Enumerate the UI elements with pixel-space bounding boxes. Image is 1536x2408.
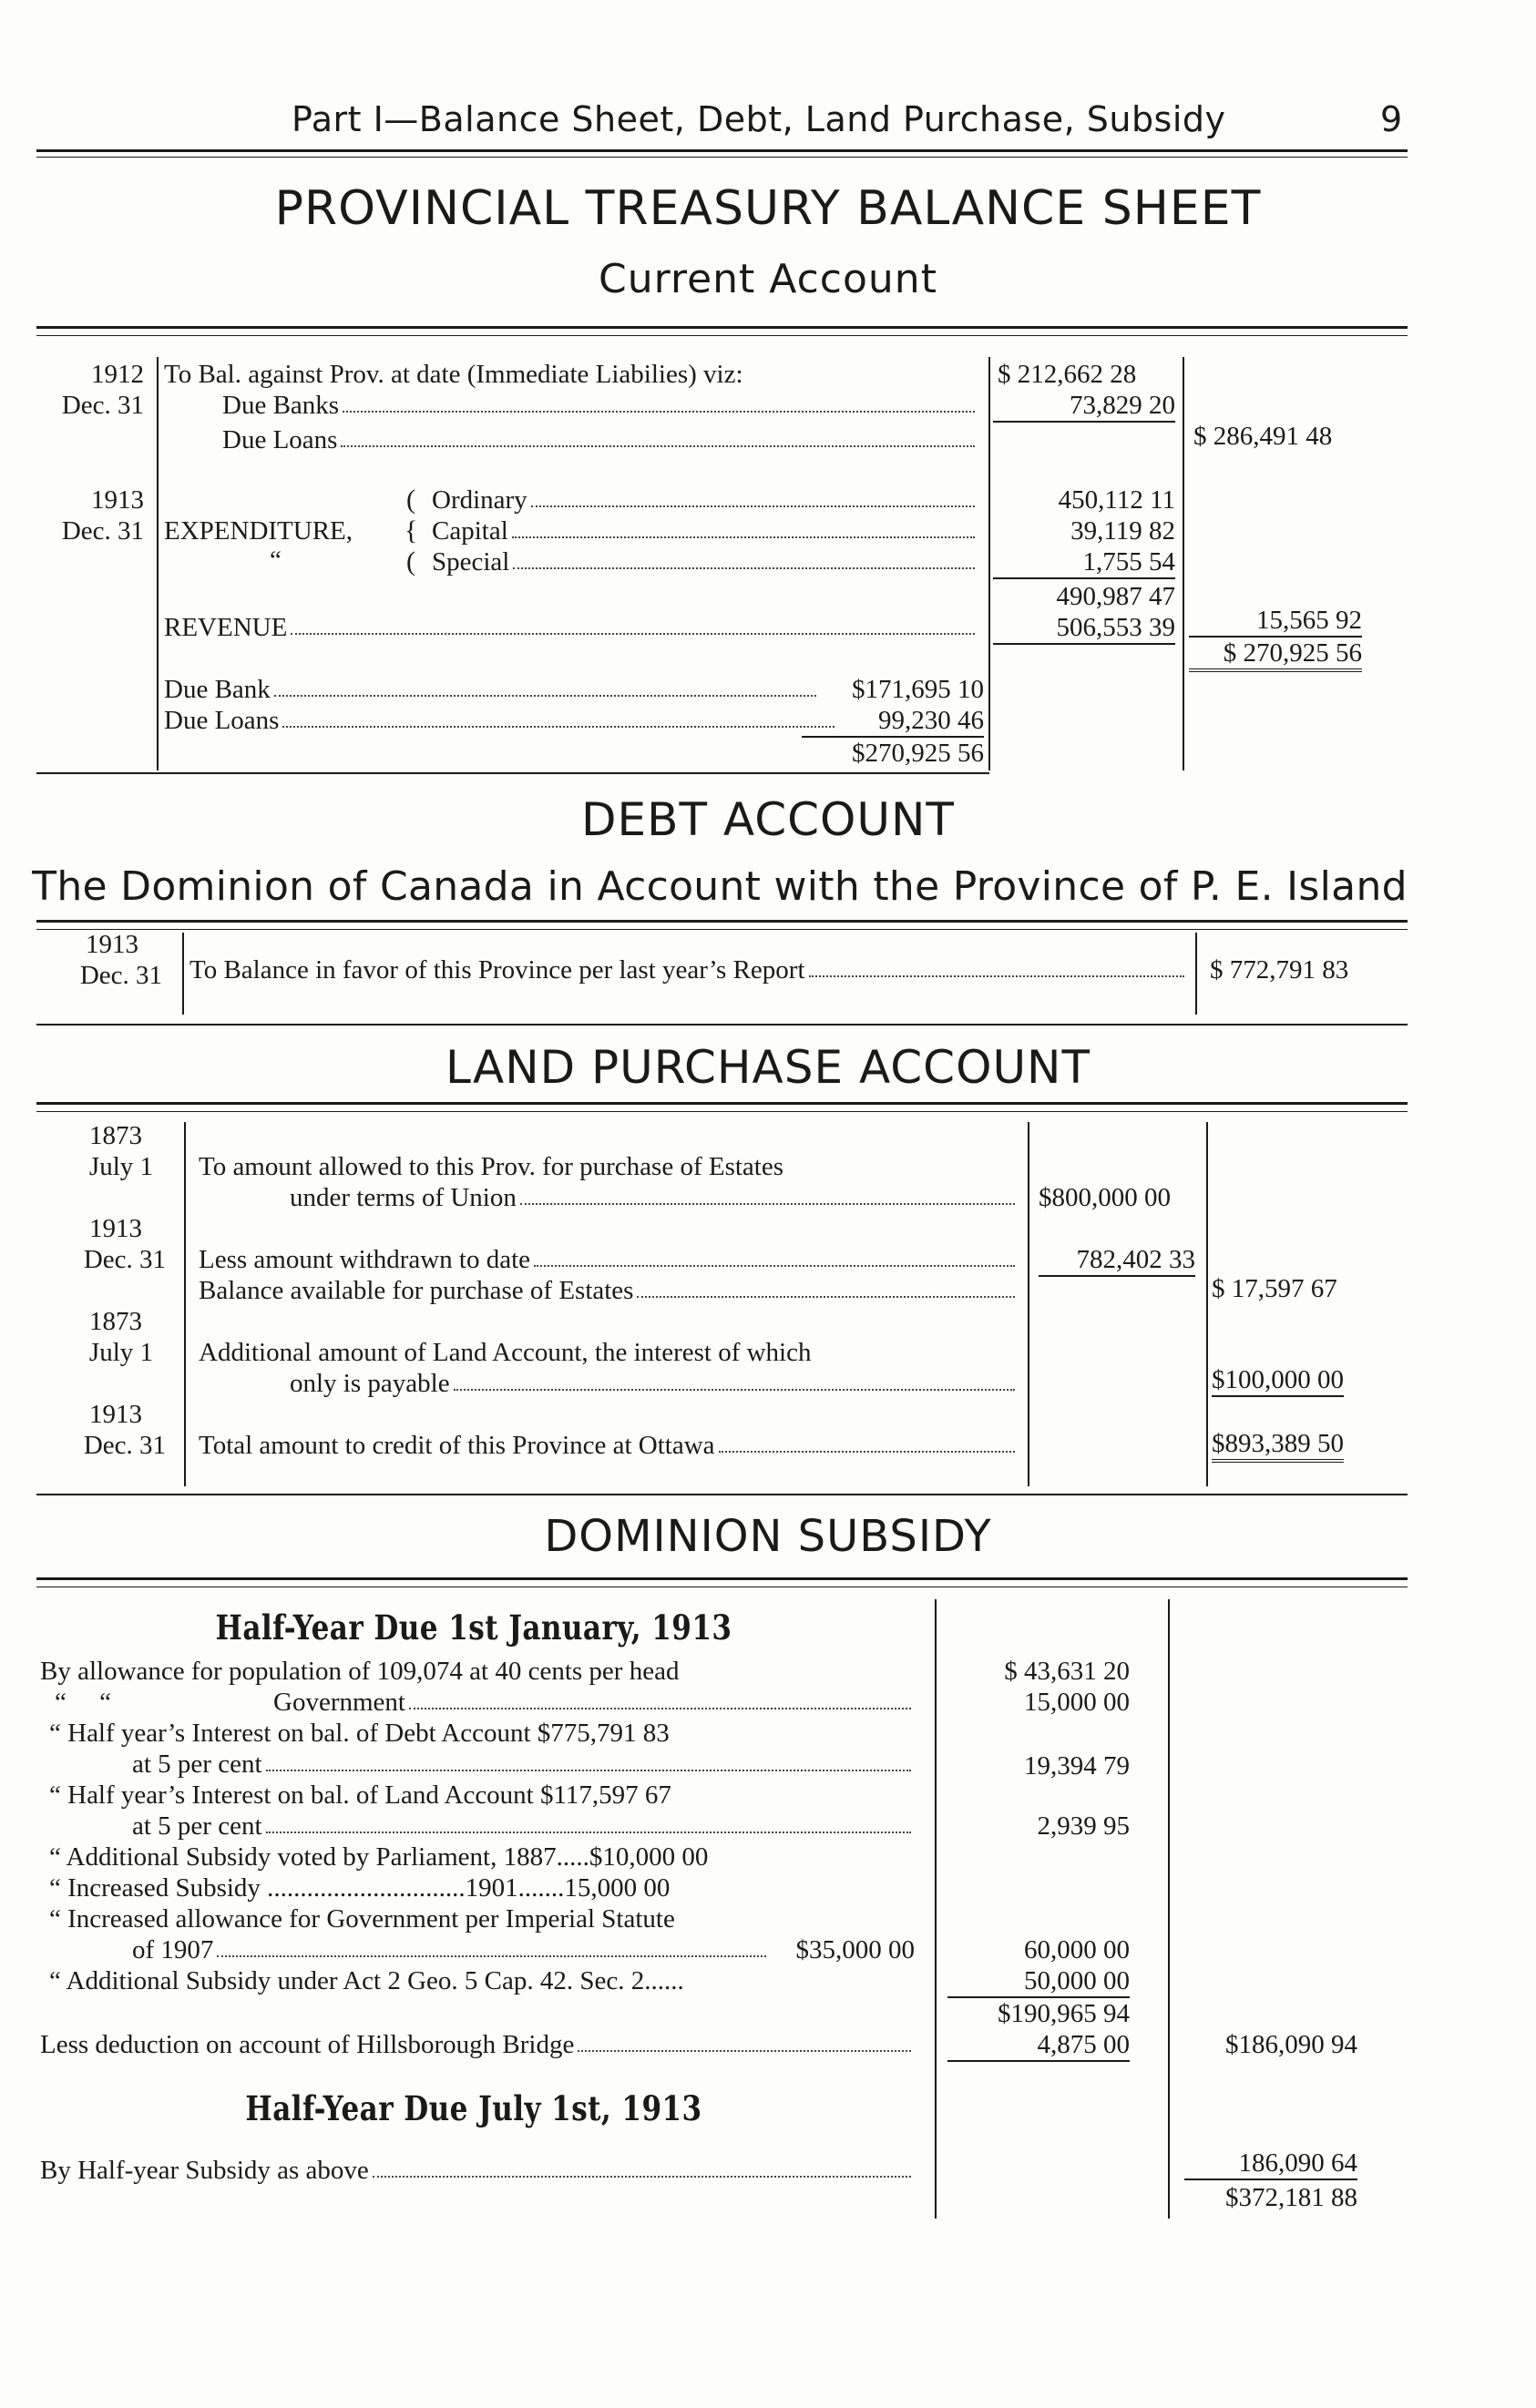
subsidy-row-7: “ Increased allowance for Government per Imperial Statute <box>49 1904 675 1934</box>
debt-date-rule <box>182 933 184 1015</box>
running-title: Part I—Balance Sheet, Debt, Land Purchase, Subsidy <box>292 99 1226 139</box>
land-value-3: $ 17,597 67 <box>1212 1274 1337 1303</box>
land-top-rule <box>36 1102 1408 1105</box>
treasury-col1-rule <box>988 357 990 770</box>
land-date-day: July 1 <box>88 1338 153 1367</box>
to-balance-value: $ 212,662 28 <box>998 360 1137 389</box>
due-loans-label: Due Loans <box>222 425 338 454</box>
land-value-2: 782,402 33 <box>1039 1244 1195 1277</box>
debt-text: To Balance in favor of this Province per last year’s Report <box>189 955 805 985</box>
land-line-4b <box>290 1368 1019 1399</box>
land-date-year: 1913 <box>89 1214 142 1243</box>
capital-value: 39,119 82 <box>1070 516 1175 546</box>
land-value-5: $893,389 50 <box>1212 1428 1344 1463</box>
land-bottom-rule <box>36 1494 1408 1495</box>
subsidy-deduction-value: 4,875 00 <box>947 2029 1130 2062</box>
land-date-year: 1873 <box>89 1121 142 1150</box>
subsidy-heading-2: Half-Year Due July 1st, 1913 <box>245 2088 702 2128</box>
treasury-title: PROVINCIAL TREASURY BALANCE SHEET <box>274 181 1262 236</box>
land-line-4b-label: only is payable <box>290 1369 450 1398</box>
due-sum-value: $270,925 56 <box>852 739 984 768</box>
subsidy-row-2 <box>273 1687 915 1718</box>
special-line <box>432 546 978 577</box>
due-bank-line <box>164 674 820 705</box>
revenue-line <box>164 612 978 643</box>
debt-top-rule <box>36 920 1408 923</box>
ordinary-label: Ordinary <box>432 485 527 515</box>
subsidy-row-6: “ Increased Subsidy ..............................1901.......15,000 00 <box>49 1873 671 1903</box>
subsidy-row-8: “ Additional Subsidy under Act 2 Geo. 5 Cap. 42. Sec. 2...... <box>49 1966 684 1995</box>
debt-line <box>189 954 1188 985</box>
debt-value-rule <box>1195 933 1197 1015</box>
due-loans2-line <box>164 705 838 736</box>
balance-value: $ 270,925 56 <box>1189 638 1362 672</box>
land-date-day: July 1 <box>88 1152 153 1181</box>
expenditure-total-value: 490,987 47 <box>1056 582 1175 611</box>
subsidy-row-3b-label: at 5 per cent <box>132 1750 262 1779</box>
subsidy-heading-1: Half-Year Due 1st January, 1913 <box>215 1607 732 1648</box>
debt-value: $ 772,791 83 <box>1210 955 1349 985</box>
special-value: 1,755 54 <box>993 546 1175 579</box>
land-date-year: 1913 <box>89 1400 142 1429</box>
due-banks-label: Due Banks <box>222 391 340 420</box>
to-balance-label: To Bal. against Prov. at date (Immediate Liabilies) viz: <box>164 360 743 389</box>
subsidy-value-3: 19,394 79 <box>1024 1751 1130 1780</box>
treasury-bottom-rule <box>36 772 989 774</box>
ordinary-value: 450,112 11 <box>1058 485 1175 515</box>
ordinary-line <box>432 485 978 515</box>
due-banks-line <box>222 390 978 421</box>
date-year: 1913 <box>91 485 144 515</box>
subsidy-row-9 <box>40 2155 915 2186</box>
subsidy-row-7-amount: $35,000 00 <box>795 1935 915 1964</box>
land-line-4: Additional amount of Land Account, the interest of which <box>199 1338 812 1367</box>
subsidy-value-7: 60,000 00 <box>1024 1935 1130 1964</box>
subsidy-title: DOMINION SUBSIDY <box>544 1511 992 1562</box>
debt-year: 1913 <box>86 930 138 959</box>
subsidy-top-rule <box>36 1577 1408 1580</box>
land-line-5-label: Total amount to credit of this Province at Ottawa <box>199 1431 715 1460</box>
land-col1-rule <box>1028 1122 1029 1486</box>
brace: { <box>404 515 418 546</box>
land-line-1: To amount allowed to this Prov. for purchase of Estates <box>199 1152 784 1181</box>
subsidy-net-value: $186,090 94 <box>1225 2030 1357 2059</box>
subsidy-value-8: 50,000 00 <box>947 1965 1130 1998</box>
subsidy-col1-rule <box>935 1599 937 2219</box>
total-liabilities-value: $ 286,491 48 <box>1193 422 1333 451</box>
due-loans2-label: Due Loans <box>164 706 280 735</box>
subsidy-deduction-line <box>40 2029 915 2060</box>
land-line-3 <box>199 1275 1019 1306</box>
subsidy-value-9: 186,090 64 <box>1184 2148 1357 2180</box>
land-value-1: $800,000 00 <box>1039 1183 1171 1212</box>
date-year: 1912 <box>91 360 144 389</box>
subsidy-row-7b-label: of 1907 <box>132 1935 214 1964</box>
capital-line <box>432 515 978 546</box>
treasury-subtitle: Current Account <box>599 256 937 302</box>
subsidy-row-4b <box>132 1811 915 1842</box>
land-line-1b <box>290 1182 1019 1213</box>
due-banks-value: 73,829 20 <box>993 390 1175 423</box>
land-title: LAND PURCHASE ACCOUNT <box>445 1041 1091 1094</box>
header-rule-thin <box>36 157 1408 158</box>
debt-title: DEBT ACCOUNT <box>581 793 955 846</box>
subsidy-value-2: 15,000 00 <box>1024 1688 1130 1717</box>
subsidy-value-1: $ 43,631 20 <box>1004 1657 1130 1686</box>
subsidy-row-9-label: By Half-year Subsidy as above <box>40 2156 369 2185</box>
subsidy-total-value: $372,181 88 <box>1225 2183 1357 2212</box>
land-line-2-label: Less amount withdrawn to date <box>199 1245 531 1274</box>
subsidy-row-1: By allowance for population of 109,074 at 40 cents per head <box>40 1657 680 1686</box>
capital-label: Capital <box>432 516 508 546</box>
subsidy-row-3b <box>132 1749 915 1780</box>
expenditure-label: EXPENDITURE, <box>164 516 353 546</box>
due-bank-value: $171,695 10 <box>852 675 984 704</box>
date-day: Dec. 31 <box>61 516 144 546</box>
debt-bottom-rule <box>36 1024 1408 1025</box>
difference-value: 15,565 92 <box>1189 605 1362 638</box>
brace: ( <box>406 546 415 576</box>
land-date-rule <box>184 1122 186 1486</box>
treasury-top-rule-thin <box>36 335 1408 336</box>
land-date-day: Dec. 31 <box>83 1245 166 1274</box>
land-top-rule-thin <box>36 1111 1408 1112</box>
debt-date: Dec. 31 <box>79 961 162 990</box>
revenue-label: REVENUE <box>164 613 288 642</box>
debt-subtitle: The Dominion of Canada in Account with the Province of P. E. Island <box>32 863 1408 910</box>
brace: ( <box>406 485 415 515</box>
subsidy-row-2-ditto: “ “ <box>55 1688 111 1717</box>
subsidy-row-5: “ Additional Subsidy voted by Parliament, 1887.....$10,000 00 <box>49 1842 709 1872</box>
date-day: Dec. 31 <box>61 391 144 420</box>
treasury-top-rule <box>36 326 1408 329</box>
revenue-value: 506,553 39 <box>993 612 1175 645</box>
treasury-col2-rule <box>1183 357 1184 770</box>
header-rule <box>36 149 1408 152</box>
treasury-date-rule <box>157 357 159 770</box>
subsidy-row-4: “ Half year’s Interest on bal. of Land Account $117,597 67 <box>49 1780 671 1810</box>
land-date-year: 1873 <box>89 1307 142 1336</box>
land-line-2 <box>199 1244 1019 1275</box>
subsidy-deduction-label: Less deduction on account of Hillsborough Bridge <box>40 2030 575 2059</box>
due-loans-line <box>222 424 978 455</box>
subsidy-row-4b-label: at 5 per cent <box>132 1811 262 1841</box>
special-label: Special <box>432 547 510 576</box>
subsidy-value-4: 2,939 95 <box>1037 1811 1130 1841</box>
due-loans2-value: 99,230 46 <box>802 705 984 738</box>
land-line-3-label: Balance available for purchase of Estates <box>199 1276 634 1305</box>
debt-top-rule-thin <box>36 929 1408 930</box>
land-line-1b-label: under terms of Union <box>290 1183 517 1212</box>
land-value-4: $100,000 00 <box>1212 1364 1344 1397</box>
subsidy-row-3: “ Half year’s Interest on bal. of Debt Account $775,791 83 <box>49 1719 670 1748</box>
land-line-5 <box>199 1430 1019 1461</box>
subsidy-row-2-label: Government <box>273 1688 405 1717</box>
ditto-mark: “ <box>270 546 282 575</box>
land-col2-rule <box>1206 1122 1208 1486</box>
subsidy-row-7b <box>132 1934 770 1965</box>
subsidy-sum-value: $190,965 94 <box>998 1999 1130 2028</box>
subsidy-col2-rule <box>1168 1599 1170 2219</box>
due-bank-label: Due Bank <box>164 675 271 704</box>
page-number: 9 <box>1380 99 1404 139</box>
land-date-day: Dec. 31 <box>83 1431 166 1460</box>
